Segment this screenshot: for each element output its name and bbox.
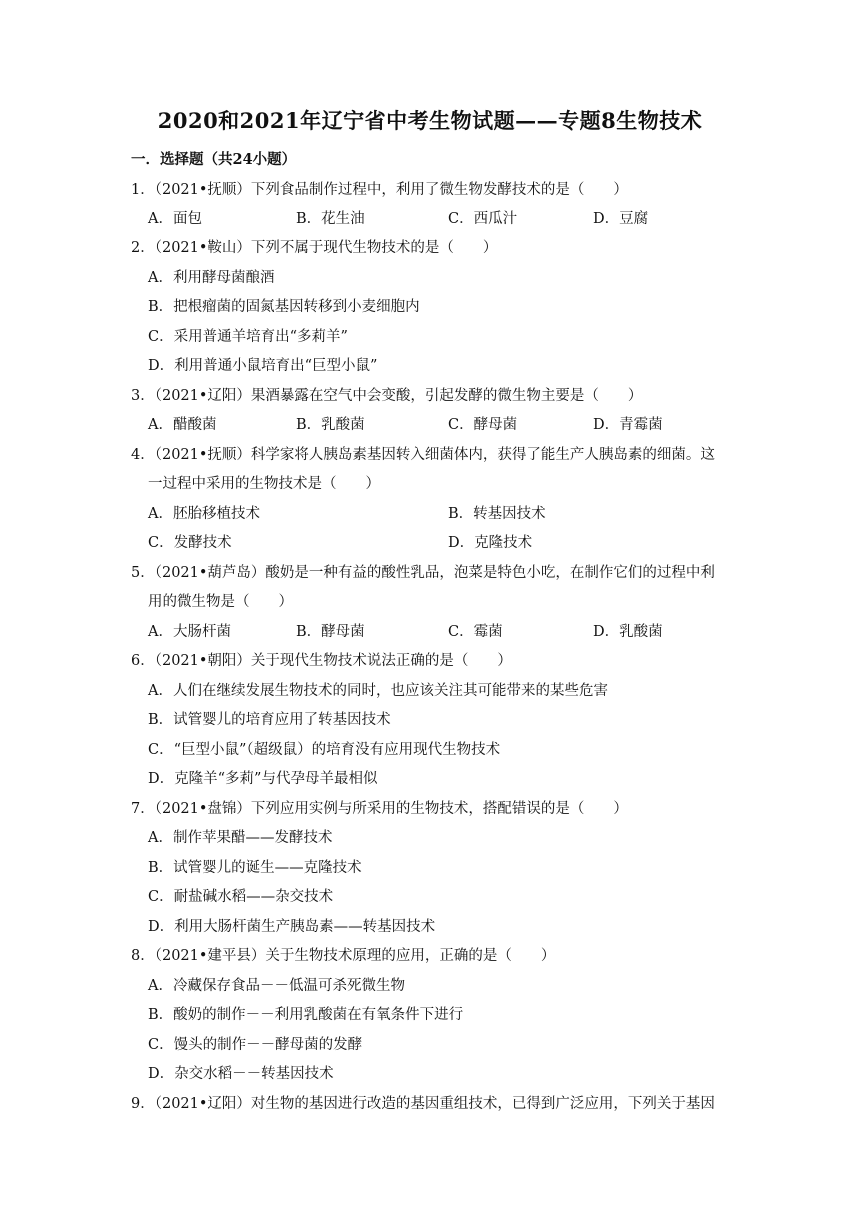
question-4-stem: 4．（2021•抚顺）科学家将人胰岛素基因转入细菌体内，获得了能生产人胰岛素的细菌。这 (131, 447, 715, 463)
question-6-option-b: B．试管婴儿的培育应用了转基因技术 (148, 712, 391, 728)
question-6-option-c: C．“巨型小鼠”（超级鼠）的培育没有应用现代生物技术 (148, 742, 501, 758)
question-4-option-c: C．发酵技术 (148, 535, 232, 551)
question-1-option-c: C．西瓜汁 (448, 211, 518, 227)
question-3-option-c: C．酵母菌 (448, 417, 518, 433)
question-1-stem: 1．（2021•抚顺）下列食品制作过程中，利用了微生物发酵技术的是（ ） (131, 182, 628, 198)
question-6-option-d: D．克隆羊“多莉”与代孕母羊最相似 (148, 771, 378, 787)
question-5-option-a: A．大肠杆菌 (148, 624, 231, 640)
question-8-option-d: D．杂交水稻－－转基因技术 (148, 1066, 334, 1082)
question-4-stem-continued: 一过程中采用的生物技术是（ ） (148, 476, 380, 492)
question-4-option-d: D．克隆技术 (448, 535, 533, 551)
question-7-option-c: C．耐盐碱水稻——杂交技术 (148, 889, 334, 905)
question-2-option-a: A．利用酵母菌酿酒 (148, 270, 275, 286)
question-5-option-b: B．酵母菌 (296, 624, 365, 640)
question-1-option-b: B．花生油 (296, 211, 365, 227)
question-6-option-a: A．人们在继续发展生物技术的同时，也应该关注其可能带来的某些危害 (148, 683, 608, 699)
question-8-option-b: B．酸奶的制作－－利用乳酸菌在有氧条件下进行 (148, 1007, 464, 1023)
question-5-option-d: D．乳酸菌 (593, 624, 663, 640)
question-1-option-d: D．豆腐 (593, 211, 649, 227)
question-3-option-b: B．乳酸菌 (296, 417, 365, 433)
question-3-stem: 3．（2021•辽阳）果酒暴露在空气中会变酸，引起发酵的微生物主要是（ ） (131, 388, 643, 404)
question-5-stem-continued: 用的微生物是（ ） (148, 594, 293, 610)
question-5-stem: 5．（2021•葫芦岛）酸奶是一种有益的酸性乳品，泡菜是特色小吃，在制作它们的过程中利 (131, 565, 715, 581)
section-heading: 一．选择题（共24小题） (131, 151, 297, 168)
question-4-option-a: A．胚胎移植技术 (148, 506, 260, 522)
question-4-option-b: B．转基因技术 (448, 506, 546, 522)
question-3-option-d: D．青霉菌 (593, 417, 663, 433)
question-7-stem: 7．（2021•盘锦）下列应用实例与所采用的生物技术，搭配错误的是（ ） (131, 801, 628, 817)
question-7-option-b: B．试管婴儿的诞生——克隆技术 (148, 860, 362, 876)
question-9-stem: 9．（2021•辽阳）对生物的基因进行改造的基因重组技术，已得到广泛应用，下列关于基因 (131, 1096, 715, 1112)
question-7-option-a: A．制作苹果醋——发酵技术 (148, 830, 333, 846)
question-7-option-d: D．利用大肠杆菌生产胰岛素——转基因技术 (148, 919, 436, 935)
question-5-option-c: C．霉菌 (448, 624, 503, 640)
question-2-stem: 2．（2021•鞍山）下列不属于现代生物技术的是（ ） (131, 240, 498, 256)
page-title: 2020和2021年辽宁省中考生物试题——专题8生物技术 (157, 108, 703, 133)
question-2-option-b: B．把根瘤菌的固氮基因转移到小麦细胞内 (148, 299, 420, 315)
question-8-stem: 8．（2021•建平县）关于生物技术原理的应用，正确的是（ ） (131, 948, 556, 964)
question-8-option-c: C．馒头的制作－－酵母菌的发酵 (148, 1037, 363, 1053)
question-3-option-a: A．醋酸菌 (148, 417, 217, 433)
question-6-stem: 6．（2021•朝阳）关于现代生物技术说法正确的是（ ） (131, 653, 512, 669)
question-1-option-a: A．面包 (148, 211, 202, 227)
question-2-option-d: D．利用普通小鼠培育出“巨型小鼠” (148, 358, 378, 374)
question-8-option-a: A．冷藏保存食品－－低温可杀死微生物 (148, 978, 405, 994)
question-2-option-c: C．采用普通羊培育出“多莉羊” (148, 329, 348, 345)
